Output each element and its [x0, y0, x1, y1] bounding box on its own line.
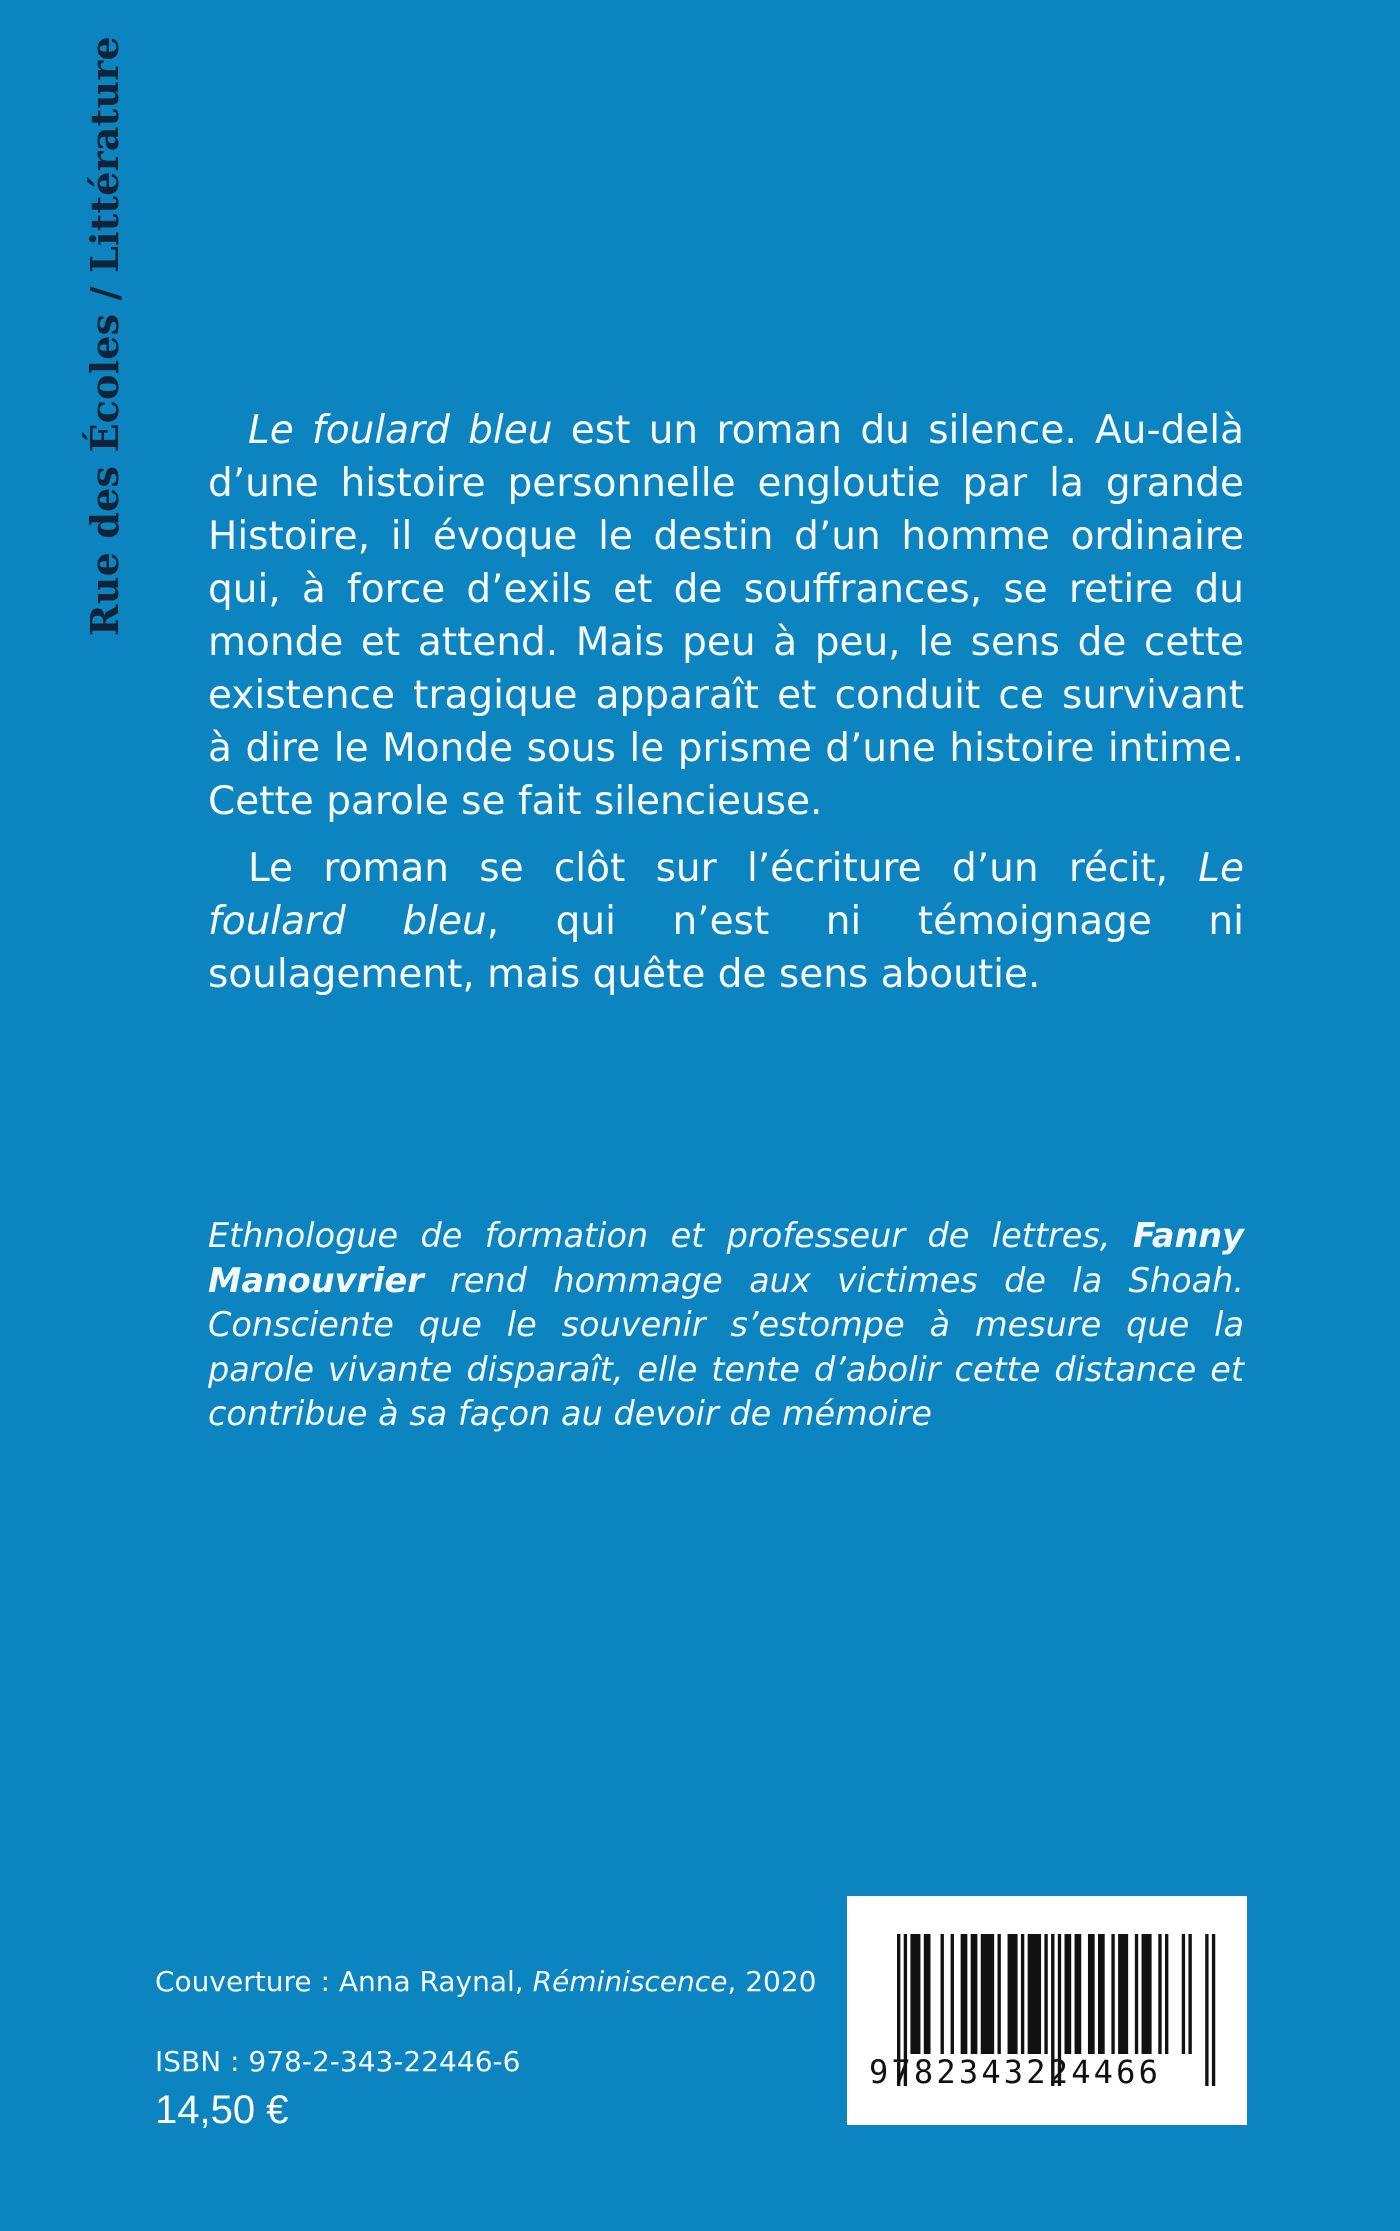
barcode-bar [1088, 1934, 1095, 2054]
summary-paragraph-1: Le foulard bleu est un roman du silence. Au-delà d’une histoire personnelle engloutie par la grande Histoire, il évoque le destin d’un homme ordinaire qui, à force d’exils et de souffrances, se retire du monde et attend. Mais peu à peu, le sens de cette existence tragique apparaît et conduit ce survivant à dire le Monde sous le prisme d’une histoire intime. Cette parole se fait silencieuse. [208, 408, 1244, 824]
barcode-bar [1065, 1934, 1072, 2054]
barcode [847, 1896, 1247, 2125]
book-title-italic: Le foulard bleu [248, 408, 553, 453]
author-name: Fanny Manouvrier [208, 1216, 1244, 1300]
barcode-bar [1135, 1934, 1138, 2054]
barcode-bar [1182, 1934, 1185, 2054]
barcode-bar [1188, 1934, 1191, 2054]
barcode-bar [910, 1934, 920, 2054]
barcode-bar [1021, 1934, 1024, 2054]
barcode-bar [1118, 1934, 1128, 2054]
price-label: 14,50 € [155, 2088, 289, 2132]
barcode-bar [998, 1934, 1001, 2054]
collection-name: Rue des Écoles / Littérature [82, 36, 127, 636]
barcode-bar [961, 1934, 968, 2054]
barcode-bar [1075, 1934, 1082, 2054]
barcode-bar [971, 1934, 978, 2054]
barcode-bar [1165, 1934, 1168, 2054]
barcode-digits: 9782343224466 [869, 2053, 1162, 2091]
barcode-bar [981, 1934, 994, 2054]
barcode-bar [951, 1934, 954, 2054]
barcode-bar [1158, 1934, 1161, 2054]
barcode-bar [1111, 1934, 1114, 2054]
barcode-bar [1044, 1934, 1047, 2054]
barcode-bar [1098, 1934, 1105, 2054]
isbn-label: ISBN : 978-2-343-22446-6 [155, 2045, 521, 2078]
summary-paragraph-2: Le roman se clôt sur l’écriture d’un récit, Le foulard bleu, qui n’est ni témoignage ni soulagement, mais quête de sens aboutie. [208, 846, 1244, 997]
barcode-bar [1142, 1934, 1152, 2054]
cover-credit: Couverture : Anna Raynal, Réminiscence, 2020 [155, 1965, 817, 1998]
barcode-bar [941, 1934, 944, 2054]
barcode-bar [924, 1934, 931, 2054]
artwork-title: Réminiscence [532, 1965, 728, 1998]
barcode-bar [1008, 1934, 1018, 2054]
book-title-italic: Le foulard bleu [208, 846, 1244, 944]
barcode-bar [1028, 1934, 1041, 2054]
book-summary [208, 404, 1244, 1001]
author-bio: Ethnologue de formation et professeur de lettres, Fanny Manouvrier rend hommage aux victimes de la Shoah. Consciente que le souvenir s’estompe à mesure que la parole vivante disparaît, elle tente d’abolir cette distance et contribue à sa façon au devoir de mémoire [208, 1216, 1244, 1433]
